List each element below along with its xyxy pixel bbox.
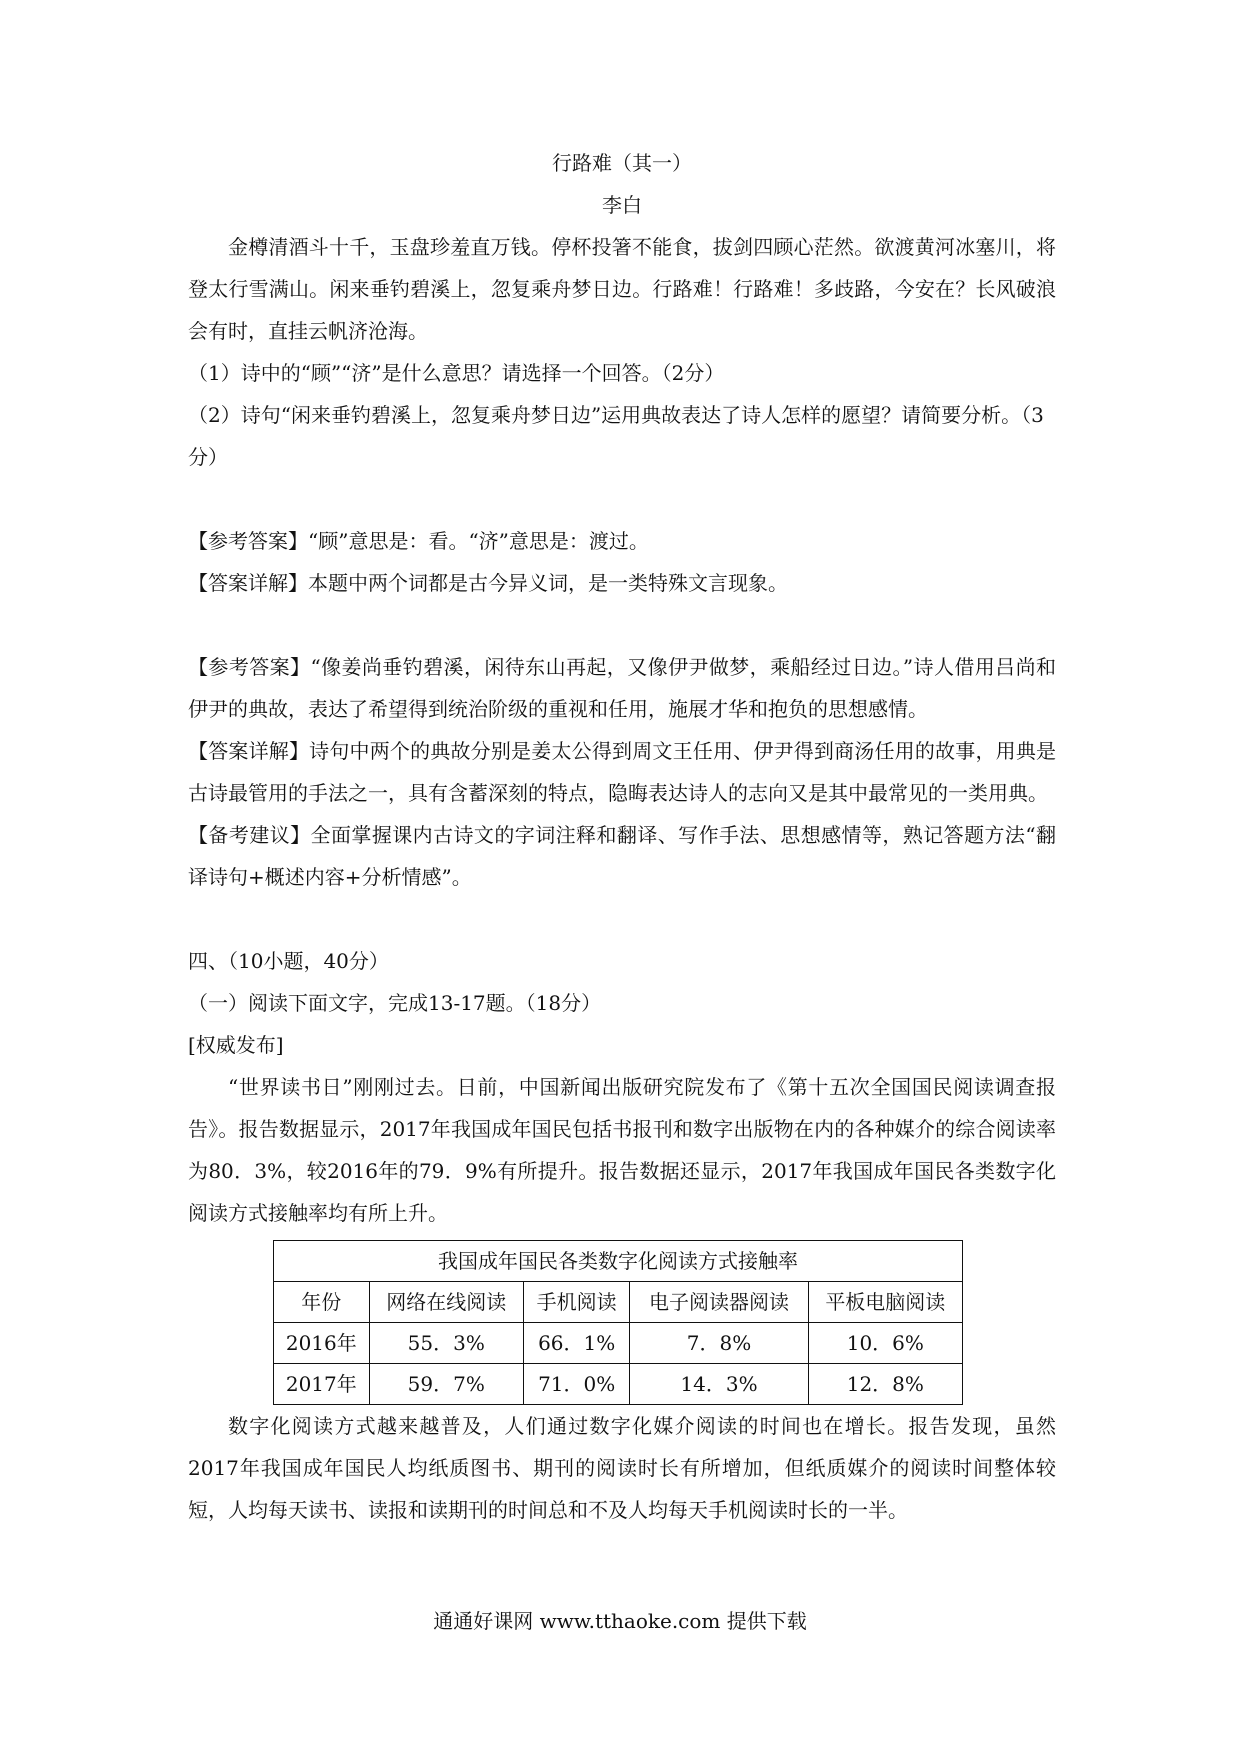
answer-detail-text: 本题中两个词都是古今异义词，是一类特殊文言现象。 — [308, 571, 788, 595]
poem-title: 行路难（其一） — [552, 151, 692, 175]
reference-answer-tag: 【参考答案】 — [188, 655, 311, 679]
section-heading: 四、（10小题，40分） — [188, 949, 389, 973]
answer-detail-text: 诗句中两个的典故分别是姜太公得到周文王任用、伊尹得到商汤任用的故事，用典是古诗最管用的手法之一，具有含蓄深刻的特点，隐晦表达诗人的志向又是其中最常见的一类用典。 — [188, 739, 1057, 805]
table-header-cell: 手机阅读 — [523, 1282, 629, 1323]
question-1: （1）诗中的“顾”“济”是什么意思？请选择一个回答。（2分） — [188, 361, 725, 385]
table-header-cell: 电子阅读器阅读 — [630, 1282, 808, 1323]
table-header-row — [274, 1282, 963, 1323]
table-cell: 2017年 — [274, 1364, 370, 1405]
section-sub-heading: （一）阅读下面文字，完成13-17题。（18分） — [188, 991, 602, 1015]
reference-answer-tag: 【参考答案】 — [188, 529, 308, 553]
table-cell: 2016年 — [274, 1323, 370, 1364]
answer-1-detail — [188, 562, 1056, 604]
answer-1-reference — [188, 520, 1056, 562]
exam-advice-text: 全面掌握课内古诗文的字词注释和翻译、写作手法、思想感情等，熟记答题方法“翻译诗句+概述内容+分析情感”。 — [188, 823, 1056, 889]
table-cell: 66．1% — [523, 1323, 629, 1364]
reference-answer-text: “顾”意思是：看。“济”意思是：渡过。 — [308, 529, 649, 553]
table-cell: 59．7% — [369, 1364, 523, 1405]
answer-detail-tag: 【答案详解】 — [188, 571, 308, 595]
article-paragraph-1: “世界读书日”刚刚过去。日前，中国新闻出版研究院发布了《第十五次全国国民阅读调查报告》。报告数据显示，2017年我国成年国民包括书报刊和数字出版物在内的各种媒介的综合阅读率为80．3%，较2016年的79．9%有所提升。报告数据还显示，2017年我国成年国民各类数字化阅读方式接触率均有所上升。 — [188, 1075, 1056, 1225]
table-header-cell: 年份 — [274, 1282, 370, 1323]
section-label: [权威发布] — [188, 1033, 284, 1057]
page-content — [188, 142, 1056, 1531]
spacer — [188, 898, 1056, 940]
table-cell: 12．8% — [808, 1364, 962, 1405]
spacer — [188, 604, 1056, 646]
table-cell: 7．8% — [630, 1323, 808, 1364]
spacer — [188, 478, 1056, 520]
poem-text: 金樽清酒斗十千，玉盘珍羞直万钱。停杯投箸不能食，拔剑四顾心茫然。欲渡黄河冰塞川，将登太行雪满山。闲来垂钓碧溪上，忽复乘舟梦日边。行路难！行路难！多歧路，今安在？长风破浪会有时，直挂云帆济沧海。 — [188, 235, 1056, 343]
exam-advice-tag: 【备考建议】 — [188, 823, 311, 847]
table-header-cell: 平板电脑阅读 — [808, 1282, 962, 1323]
answer-detail-tag: 【答案详解】 — [188, 739, 310, 763]
answer-2-reference — [188, 646, 1056, 730]
table-cell: 71．0% — [523, 1364, 629, 1405]
table-cell: 10．6% — [808, 1323, 962, 1364]
answer-2-detail — [188, 730, 1056, 814]
page-footer: 通通好课网 www.tthaoke.com 提供下载 — [433, 1609, 807, 1633]
article-paragraph-2: 数字化阅读方式越来越普及，人们通过数字化媒介阅读的时间也在增长。报告发现，虽然2017年我国成年国民人均纸质图书、期刊的阅读时长有所增加，但纸质媒介的阅读时间整体较短，人均每天读书、读报和读期刊的时间总和不及人均每天手机阅读时长的一半。 — [188, 1414, 1056, 1522]
table-caption-row — [274, 1241, 963, 1282]
reading-rate-table — [273, 1240, 963, 1405]
table-cell: 14．3% — [630, 1364, 808, 1405]
table-row — [274, 1364, 963, 1405]
table-caption: 我国成年国民各类数字化阅读方式接触率 — [274, 1241, 963, 1282]
table-header-cell: 网络在线阅读 — [369, 1282, 523, 1323]
table-row — [274, 1323, 963, 1364]
table-cell: 55．3% — [369, 1323, 523, 1364]
poem-author: 李白 — [602, 193, 642, 217]
question-2: （2）诗句“闲来垂钓碧溪上，忽复乘舟梦日边”运用典故表达了诗人怎样的愿望？请简要分析。（3分） — [188, 403, 1044, 469]
exam-advice — [188, 814, 1056, 898]
reference-answer-text: “像姜尚垂钓碧溪，闲待东山再起，又像伊尹做梦，乘船经过日边。”诗人借用吕尚和伊尹的典故，表达了希望得到统治阶级的重视和任用，施展才华和抱负的思想感情。 — [188, 655, 1057, 721]
